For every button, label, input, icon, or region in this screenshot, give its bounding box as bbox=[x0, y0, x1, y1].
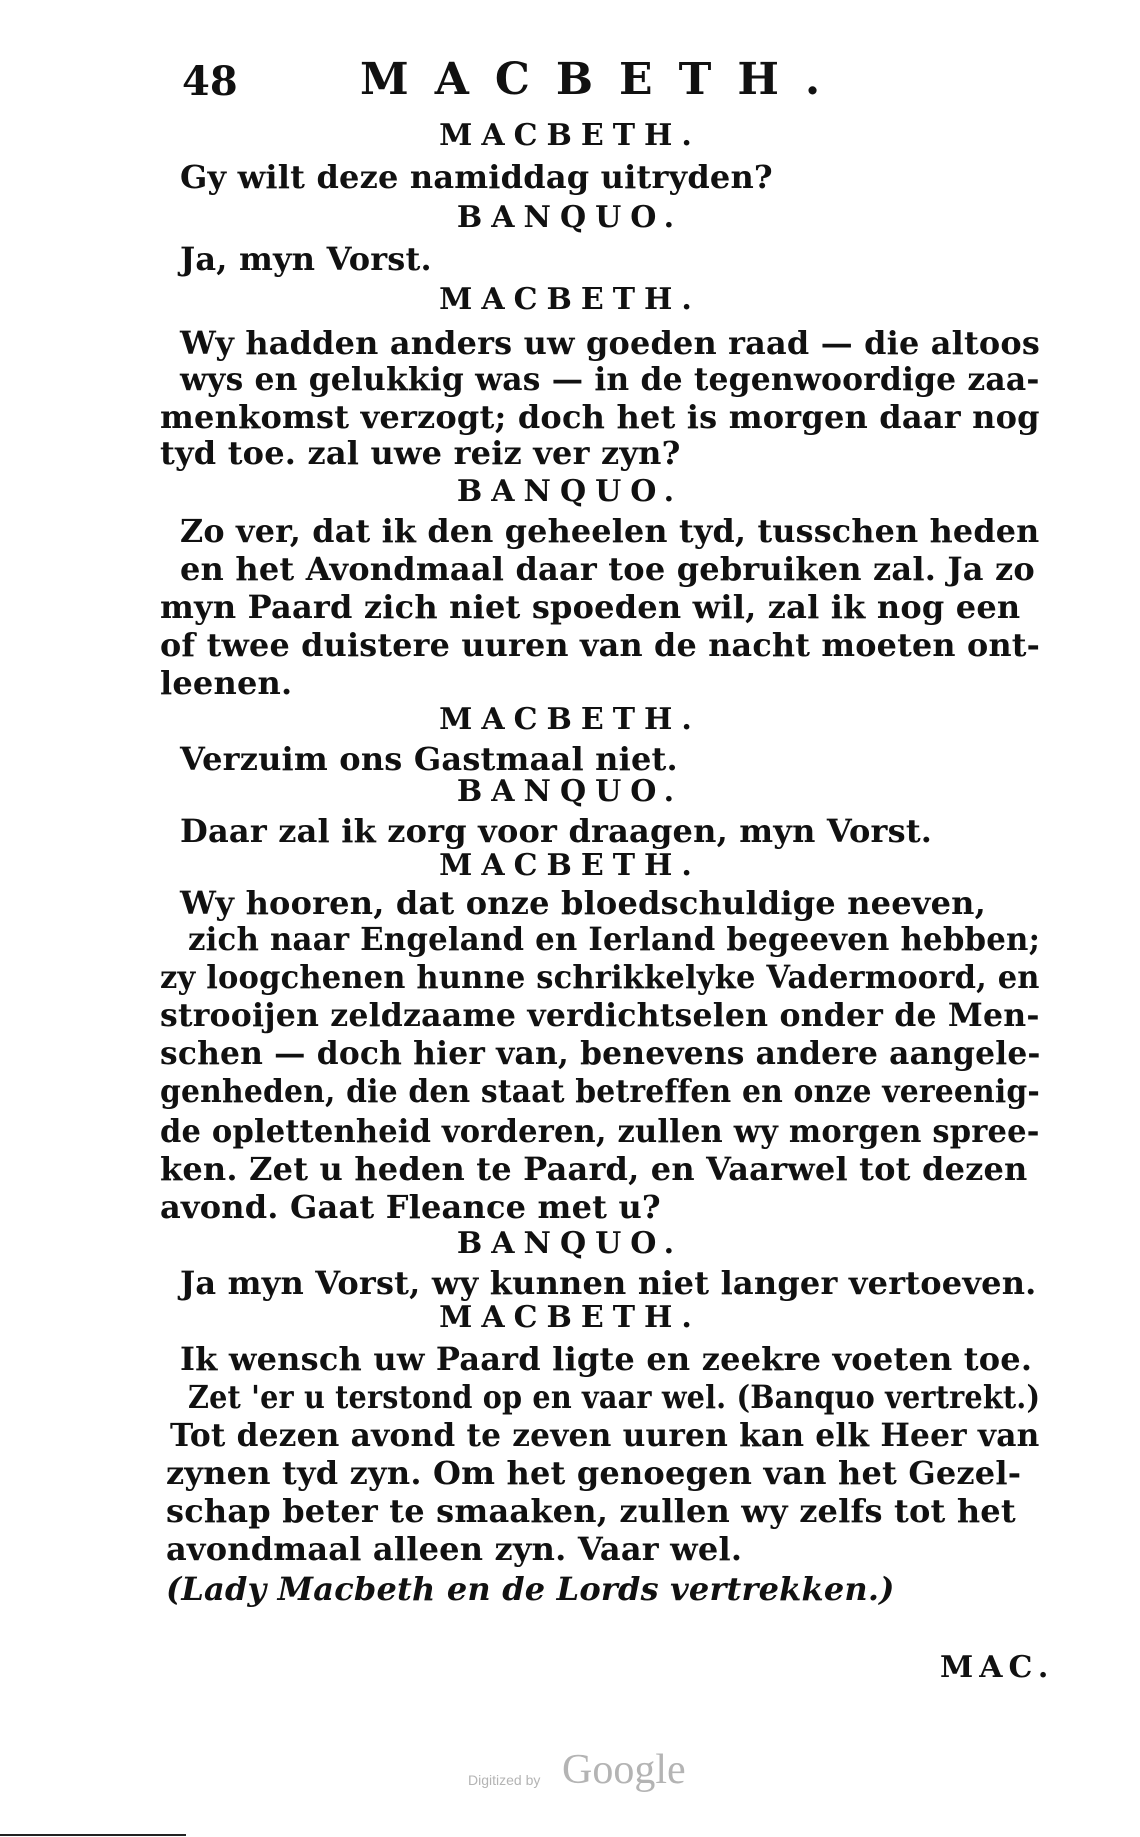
dialogue-line: en het Avondmaal daar toe gebruiken zal. Ja zo bbox=[180, 550, 1035, 588]
speaker-name: MACBETH. bbox=[439, 1300, 701, 1335]
speaker-name: BANQUO. bbox=[456, 774, 684, 809]
dialogue-line: Ja, myn Vorst. bbox=[180, 240, 432, 278]
dialogue-line: avond. Gaat Fleance met u? bbox=[160, 1188, 661, 1226]
speaker-name: MACBETH. bbox=[439, 282, 701, 317]
dialogue-line: menkomst verzogt; doch het is morgen daar nog bbox=[160, 398, 1040, 436]
dialogue-line: zy loogchenen hunne schrikkelyke Vadermoord, en bbox=[160, 958, 1040, 996]
bottom-rule bbox=[0, 1834, 186, 1836]
dialogue-line: schap beter te smaaken, zullen wy zelfs tot het bbox=[166, 1492, 1016, 1530]
dialogue-line: tyd toe. zal uwe reiz ver zyn? bbox=[160, 434, 681, 472]
running-head bbox=[0, 48, 1140, 108]
dialogue-line: zich naar Engeland en Ierland begeeven hebben; bbox=[188, 920, 1041, 958]
dialogue-line: schen — doch hier van, benevens andere aangele- bbox=[160, 1034, 1041, 1072]
dialogue-line: ken. Zet u heden te Paard, en Vaarwel tot dezen bbox=[160, 1150, 1028, 1188]
speaker-name: MACBETH. bbox=[439, 702, 701, 737]
dialogue-line: wys en gelukkig was — in de tegenwoordige zaa- bbox=[180, 360, 1040, 398]
speaker-name: BANQUO. bbox=[456, 200, 684, 235]
digitized-watermark bbox=[468, 1746, 708, 1796]
dialogue-line: avondmaal alleen zyn. Vaar wel. bbox=[166, 1530, 743, 1568]
page-number: 48 bbox=[182, 58, 238, 105]
catchword: MAC. bbox=[940, 1650, 1055, 1685]
speaker-name: MACBETH. bbox=[439, 118, 701, 153]
dialogue-line: Wy hooren, dat onze bloedschuldige neeven, bbox=[180, 884, 986, 922]
dialogue-line: leenen. bbox=[160, 664, 293, 702]
dialogue-line: Tot dezen avond te zeven uuren kan elk Heer van bbox=[170, 1416, 1040, 1454]
dialogue-line: Daar zal ik zorg voor draagen, myn Vorst. bbox=[180, 812, 933, 850]
watermark-logo: Google bbox=[562, 1747, 686, 1793]
watermark-caption: Digitized by bbox=[468, 1772, 541, 1788]
speaker-name: BANQUO. bbox=[456, 474, 684, 509]
speaker-name: MACBETH. bbox=[439, 848, 701, 883]
dialogue-line: Gy wilt deze namiddag uitryden? bbox=[180, 158, 773, 196]
dialogue-line: Ja myn Vorst, wy kunnen niet langer vertoeven. bbox=[180, 1264, 1037, 1302]
speaker-name: BANQUO. bbox=[456, 1226, 684, 1261]
dialogue-line: myn Paard zich niet spoeden wil, zal ik nog een bbox=[160, 588, 1021, 626]
dialogue-line: Ik wensch uw Paard ligte en zeekre voeten toe. bbox=[180, 1340, 1033, 1378]
dialogue-line: Zo ver, dat ik den geheelen tyd, tusschen heden bbox=[180, 512, 1040, 550]
dialogue-line: zynen tyd zyn. Om het genoegen van het Gezel- bbox=[166, 1454, 1022, 1492]
dialogue-line: Verzuim ons Gastmaal niet. bbox=[180, 740, 678, 778]
dialogue-line: of twee duistere uuren van de nacht moeten ont- bbox=[160, 626, 1041, 664]
running-title: MACBETH. bbox=[360, 54, 847, 105]
dialogue-line: genheden, die den staat betreffen en onze vereenig- bbox=[160, 1072, 1040, 1110]
dialogue-line: strooijen zeldzaame verdichtselen onder de Men- bbox=[160, 996, 1040, 1034]
stage-direction: (Lady Macbeth en de Lords vertrekken.) bbox=[166, 1570, 895, 1608]
dialogue-line: Zet 'er u terstond op en vaar wel. (Banquo vertrekt.) bbox=[188, 1378, 1041, 1416]
dialogue-line: de oplettenheid vorderen, zullen wy morgen spree- bbox=[160, 1112, 1040, 1150]
dialogue-line: Wy hadden anders uw goeden raad — die altoos bbox=[180, 324, 1041, 362]
